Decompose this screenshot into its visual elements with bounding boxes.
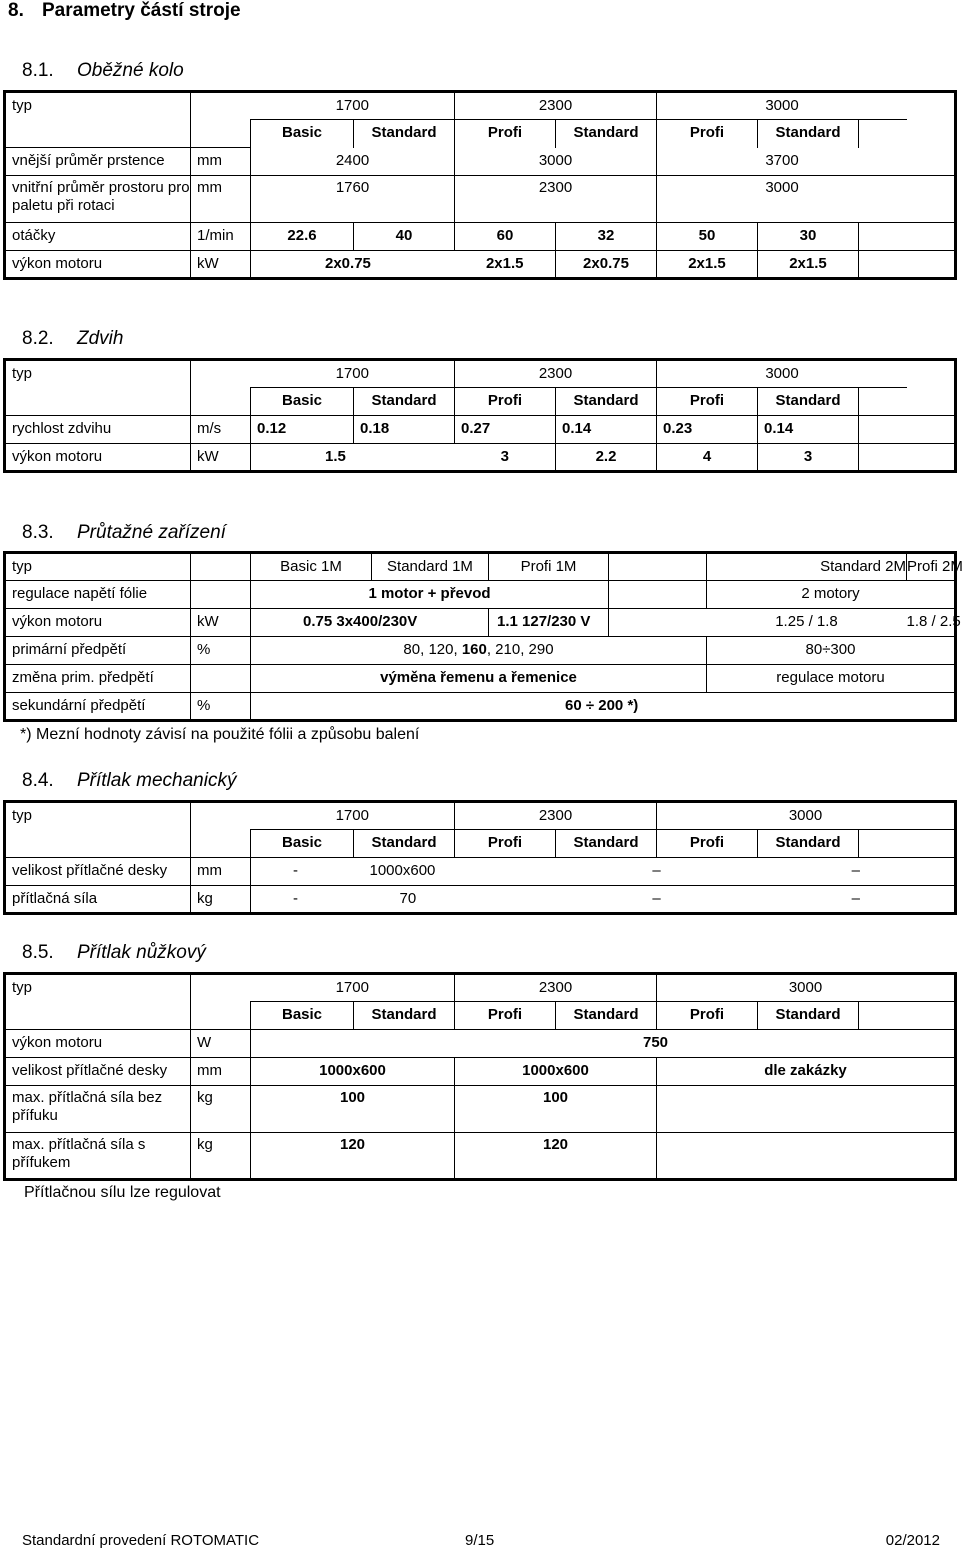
table-cell: rychlost zdvihu (5, 416, 191, 444)
text-span: Parametry částí stroje (42, 0, 241, 21)
section-heading-8-2 (22, 328, 123, 350)
table-cell: Profi (455, 830, 556, 858)
text-span: 8.4. (22, 770, 54, 791)
table-cell (191, 581, 251, 609)
table-cell: 3000 (765, 365, 799, 382)
text-span: 8.5. (22, 942, 54, 963)
table-cell: 120 (251, 1133, 455, 1180)
table-cell: - (293, 890, 298, 907)
table-cell: výkon motoru (5, 444, 191, 472)
table-cell (191, 120, 251, 148)
table-cell: Standard (354, 120, 455, 148)
table-cell: 1000x600 (251, 1058, 455, 1086)
table-cell: Profi (455, 388, 556, 416)
table-cell (191, 830, 251, 858)
table-cell: Standard (556, 830, 657, 858)
table-cell: 0.23 (657, 416, 758, 444)
table-cell: 100 (251, 1086, 455, 1133)
table-cell: 60 (455, 223, 556, 251)
table-row (5, 416, 956, 444)
table-cell: 1000x600 (369, 862, 436, 879)
table-cell: vnější průměr prstence (5, 148, 191, 176)
table-row (5, 581, 956, 609)
table-cell: 1700 (251, 360, 455, 388)
table-cell: výkon motoru (5, 1030, 191, 1058)
table-cell: regulace motoru (776, 669, 885, 686)
table-cell: W (191, 1030, 251, 1058)
table-cell: % (191, 693, 251, 721)
table-row (5, 665, 956, 693)
table-cell: 3000 (455, 148, 657, 176)
table-cell: 3 (758, 444, 859, 472)
table-cell (5, 388, 191, 416)
table-cell: 120 (455, 1133, 657, 1180)
table-cell (859, 251, 956, 279)
table-row (5, 553, 956, 581)
table-cell: m/s (191, 416, 251, 444)
table-cell: Profi (657, 1002, 758, 1030)
table-cell: 40 (354, 223, 455, 251)
table-row (5, 974, 956, 1002)
text-span: 80, 120, (403, 641, 462, 658)
table-row (5, 444, 956, 472)
table-cell (859, 444, 956, 472)
table-cell: % (191, 637, 251, 665)
table-cell (191, 802, 251, 830)
table-row (5, 637, 956, 665)
table-cell: 60 ÷ 200 *) (565, 697, 639, 714)
table-prutazne-zarizeni (3, 551, 963, 722)
table-cell: přítlačná síla (5, 886, 191, 914)
table-cell: 0.12 (251, 416, 354, 444)
section-heading-8-5 (22, 942, 206, 964)
footer-date: 02/2012 (885, 1532, 940, 1549)
table-pritlak-nuzkovy (3, 972, 957, 1181)
table-row (5, 360, 956, 388)
table-cell: 3000 (765, 179, 799, 196)
table-cell: 2300 (455, 974, 657, 1002)
table-cell: Standard (556, 388, 657, 416)
table-cell: Standard (354, 388, 455, 416)
table-cell: kW (191, 251, 251, 279)
table-pritlak-mechanicky (3, 800, 957, 915)
table-cell (859, 416, 908, 444)
table-cell: 1700 (251, 92, 455, 120)
table-cell: 2x1.5 (657, 251, 758, 279)
table-cell: primární předpětí (5, 637, 191, 665)
table-cell: 100 (455, 1086, 657, 1133)
text-span: , 210, 290 (486, 641, 554, 658)
table-cell: - (293, 862, 298, 879)
table-row (5, 858, 956, 886)
table-obezne-kolo (3, 90, 957, 280)
footer-page-number: 9/15 (465, 1532, 495, 1549)
table-cell (191, 388, 251, 416)
text-span: Zdvih (77, 328, 124, 349)
table-cell (657, 1086, 956, 1133)
text-span: Přítlak mechanický (77, 770, 237, 791)
table-cell: 0.14 (556, 416, 657, 444)
table-cell: mm (191, 176, 251, 223)
table-cell (859, 1002, 956, 1030)
section-heading-8-1 (22, 60, 184, 82)
table-cell (859, 223, 908, 251)
table-cell (191, 553, 251, 581)
table-cell: Basic (251, 388, 354, 416)
table-cell (859, 830, 956, 858)
table-cell: 70 (399, 890, 417, 907)
table-cell: výkon motoru (5, 251, 191, 279)
table-cell: Profi (455, 1002, 556, 1030)
table-cell: – (652, 862, 661, 879)
table-cell: kg (191, 1133, 251, 1180)
table-cell: Profi (657, 830, 758, 858)
table-cell: 1700 (251, 974, 455, 1002)
table-cell: 80÷300 (805, 641, 856, 658)
table-cell (5, 1002, 191, 1030)
table-cell: 1000x600 (455, 1058, 657, 1086)
table-cell: Standard (758, 388, 859, 416)
table-cell: 30 (758, 223, 859, 251)
table-cell: 1760 (251, 176, 455, 223)
table-row (5, 388, 956, 416)
table-cell (5, 830, 191, 858)
table-cell: vnitřní průměr prostoru pro paletu při rotaci (5, 176, 191, 223)
table-cell: 3000 (788, 979, 823, 996)
table-cell: 32 (556, 223, 657, 251)
table-cell: 3700 (765, 151, 799, 169)
table-cell: 2.2 (556, 444, 657, 472)
table-cell: otáčky (5, 223, 191, 251)
table-cell (191, 665, 251, 693)
table-cell: 1.5 (325, 448, 346, 465)
table-cell (191, 1002, 251, 1030)
table-cell: sekundární předpětí (5, 693, 191, 721)
text-span: 8.1. (22, 60, 54, 81)
table-cell: Standard (556, 120, 657, 148)
table-cell: 0.14 (758, 416, 859, 444)
table-cell: 0.27 (455, 416, 556, 444)
table-cell: kg (191, 886, 251, 914)
table-row (5, 1002, 956, 1030)
table-cell: mm (191, 1058, 251, 1086)
table-cell: 3000 (788, 807, 823, 824)
table-row (5, 802, 956, 830)
table-cell: Profi 1M (489, 553, 609, 581)
table-cell: Standard (758, 830, 859, 858)
chapter-heading (8, 0, 241, 22)
table-zdvih (3, 358, 957, 473)
table-row (5, 1086, 956, 1133)
section-heading-8-4 (22, 770, 236, 792)
table-cell: 3000 (765, 97, 799, 114)
table-cell: Standard 2M (707, 553, 907, 581)
table-row (5, 148, 956, 176)
table-cell: 2300 (455, 360, 657, 388)
table-cell: dle zakázky (764, 1062, 847, 1079)
table-cell: – (851, 862, 860, 879)
table-cell: 2 motory (801, 585, 860, 602)
table-cell: 1700 (251, 802, 455, 830)
table-cell: 1 motor + převod (251, 581, 609, 609)
table-row (5, 120, 956, 148)
table-row (5, 251, 956, 279)
table-cell (191, 974, 251, 1002)
footer-doc-title: Standardní provedení ROTOMATIC (22, 1532, 260, 1549)
footnote: *) Mezní hodnoty závisí na použité fólii a způsobu balení (20, 726, 420, 743)
table-cell: 2300 (455, 176, 657, 223)
table-row (5, 176, 956, 223)
table-cell (657, 1133, 956, 1180)
table-cell: 2x0.75 (325, 255, 371, 272)
table-cell: 1/min (191, 223, 251, 251)
table-cell (5, 120, 191, 148)
table-cell: Profi 2M (907, 558, 963, 575)
table-cell: – (652, 890, 661, 907)
table-cell: 1.1 127/230 V (489, 609, 609, 637)
table-cell: typ (5, 974, 191, 1002)
table-cell: typ (5, 553, 191, 581)
table-cell: 0.75 3x400/230V (251, 609, 489, 637)
text-span: 8.2. (22, 328, 54, 349)
table-cell: – (851, 890, 860, 907)
table-cell: Standard (758, 120, 859, 148)
table-cell: Standard 1M (372, 553, 489, 581)
text-span: Přítlak nůžkový (77, 942, 206, 963)
table-row (5, 1058, 956, 1086)
table-cell: 2300 (455, 92, 657, 120)
table-cell: 1.25 / 1.8 (775, 613, 838, 630)
table-cell: 750 (643, 1034, 669, 1051)
table-cell: 3 (455, 444, 556, 472)
table-cell: 4 (657, 444, 758, 472)
table-cell: Basic (251, 1002, 354, 1030)
table-cell: typ (5, 92, 191, 120)
text-span: 8. (8, 0, 24, 21)
table-cell: max. přítlačná síla s přífukem (5, 1133, 191, 1180)
table-cell: kg (191, 1086, 251, 1133)
table-cell: typ (5, 802, 191, 830)
text-span: Oběžné kolo (77, 60, 184, 81)
table-cell: výměna řemenu a řemenice (251, 665, 707, 693)
table-cell (609, 553, 707, 581)
table-cell: 2300 (455, 802, 657, 830)
table-cell: 50 (657, 223, 758, 251)
table-cell (859, 388, 908, 416)
note-pritlacna-sila: Přítlačnou sílu lze regulovat (24, 1184, 221, 1201)
table-cell (609, 609, 707, 637)
table-cell: Standard (354, 1002, 455, 1030)
table-row (5, 886, 956, 914)
table-cell: 2x0.75 (556, 251, 657, 279)
table-cell (859, 120, 908, 148)
table-row (5, 830, 956, 858)
table-cell: 22.6 (251, 223, 354, 251)
table-row (5, 92, 956, 120)
table-cell: 2400 (251, 148, 455, 176)
table-cell: velikost přítlačné desky (5, 1058, 191, 1086)
table-cell (191, 360, 251, 388)
table-cell: kW (191, 609, 251, 637)
table-cell: max. přítlačná síla bez přífuku (5, 1086, 191, 1133)
table-cell: Standard (354, 830, 455, 858)
table-row (5, 223, 956, 251)
table-cell: 0.18 (354, 416, 455, 444)
table-cell: kW (191, 444, 251, 472)
table-cell: Profi (657, 120, 758, 148)
table-cell: Standard (758, 1002, 859, 1030)
text-span: 8.3. (22, 522, 54, 543)
table-cell: regulace napětí fólie (5, 581, 191, 609)
table-cell: 2x1.5 (455, 251, 556, 279)
text-span: Průtažné zařízení (77, 522, 226, 543)
table-cell: Standard (556, 1002, 657, 1030)
table-cell: Profi (657, 388, 758, 416)
table-cell: velikost přítlačné desky (5, 858, 191, 886)
table-cell (191, 92, 251, 120)
table-cell: 1.8 / 2.5 (906, 613, 961, 630)
table-row (5, 1133, 956, 1180)
table-row (5, 693, 956, 721)
table-cell: změna prim. předpětí (5, 665, 191, 693)
table-cell: Basic 1M (251, 553, 372, 581)
table-cell: typ (5, 360, 191, 388)
section-heading-8-3 (22, 522, 226, 544)
table-cell: Profi (455, 120, 556, 148)
table-cell: mm (191, 858, 251, 886)
table-cell: 2x1.5 (758, 251, 859, 279)
table-cell: Basic (251, 120, 354, 148)
table-row (5, 1030, 956, 1058)
text-span: 160 (461, 641, 487, 658)
table-cell: mm (191, 148, 251, 176)
table-cell: Basic (251, 830, 354, 858)
table-cell (251, 637, 707, 665)
table-cell (609, 581, 707, 609)
table-row (5, 609, 956, 637)
table-cell: výkon motoru (5, 609, 191, 637)
